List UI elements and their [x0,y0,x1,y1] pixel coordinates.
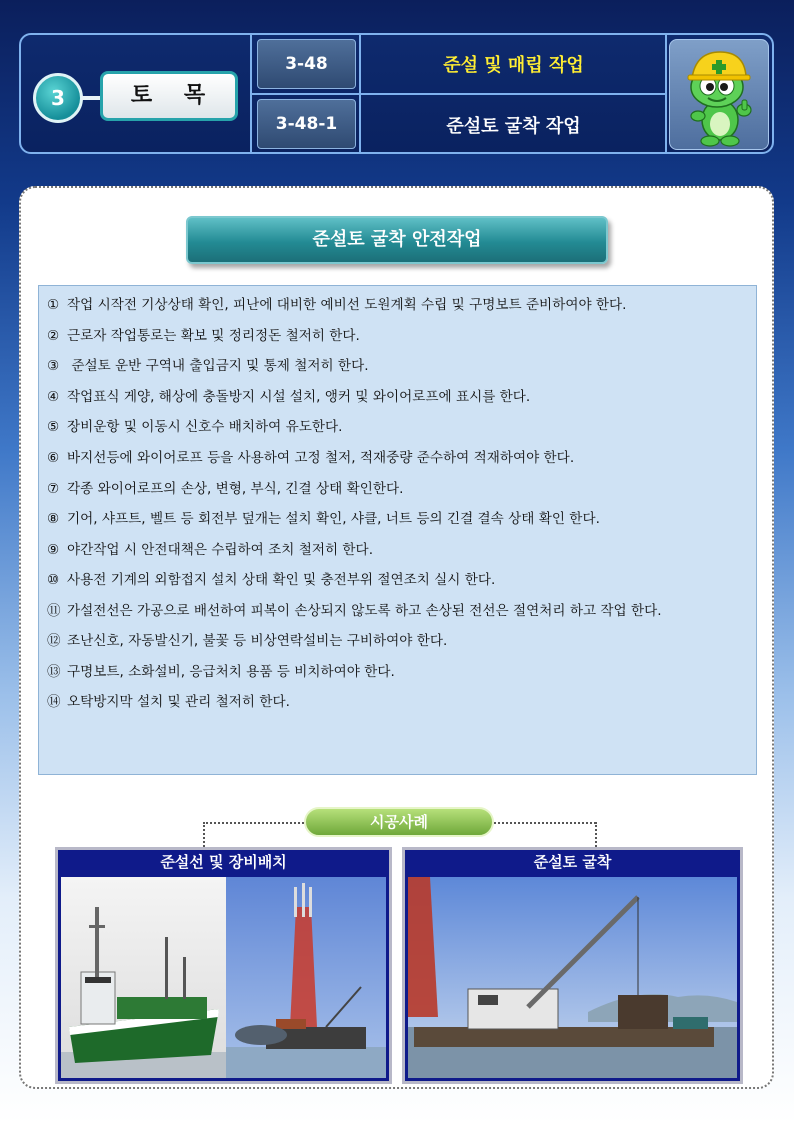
rule-number: ⑫ [47,632,61,649]
rule-number: ④ [47,388,60,405]
crane-barge-photo [408,877,737,1078]
list-item [47,662,750,682]
dotted-connector [595,822,597,847]
title-sub: 준설토 굴착 작업 [446,116,581,137]
list-item [47,509,750,529]
rule-text: 기어, 샤프트, 벨트 등 회전부 덮개는 설치 확인, 샤클, 너트 등의 긴결 결속 상태 확인 한다. [67,511,600,528]
rule-number: ⑦ [47,480,60,497]
dotted-connector [203,822,205,847]
safety-mascot-icon [670,40,768,149]
dotted-connector [494,822,596,824]
photo-panel-1 [55,847,392,1084]
dotted-connector [203,822,304,824]
rule-number: ⑥ [47,449,60,466]
rule-number: ⑬ [47,663,61,680]
list-item [47,356,750,376]
list-item [47,295,750,315]
section-title: 준설토 굴착 안전작업 [186,216,608,264]
rule-text: 오탁방지막 설치 및 관리 철저히 한다. [67,694,290,711]
rule-text: 각종 와이어로프의 손상, 변형, 부식, 긴결 상태 확인한다. [67,480,404,497]
list-item [47,326,750,346]
rule-number: ⑩ [47,572,60,589]
rule-number: ⑪ [47,602,61,619]
dredging-ship-image [61,877,386,1078]
rule-number: ⑨ [47,541,60,558]
rule-number: ② [47,327,60,344]
photo-caption: 준설토 굴착 [405,850,740,874]
list-item [47,417,750,437]
rule-number: ⑤ [47,419,60,436]
code-main: 3-48 [257,39,356,89]
rule-number: ⑭ [47,694,61,711]
crane-barge-image [408,877,737,1078]
header-divider [250,93,665,95]
rule-number: ⑧ [47,511,60,528]
list-item [47,570,750,590]
list-item [47,387,750,407]
rule-text: 사용전 기계의 외함접지 설치 상태 확인 및 충전부위 절연조치 실시 한다. [67,572,496,589]
mascot-panel [669,39,769,150]
rule-text: 준설토 운반 구역내 출입금지 및 통제 철저히 한다. [67,358,369,375]
rule-text: 근로자 작업통로는 확보 및 정리정돈 철저히 한다. [67,327,360,344]
chapter-number-badge: 3 [33,73,83,123]
list-item [47,601,750,621]
header-bar [19,33,774,154]
category-label: 토 목 [100,71,238,121]
code-sub: 3-48-1 [257,99,356,149]
rule-number: ③ [47,358,60,375]
rule-text: 바지선등에 와이어로프 등을 사용하여 고정 철저, 적재중량 준수하여 적재하여야 한다. [67,449,575,466]
photo-panel-2 [402,847,743,1084]
rule-text: 조난신호, 자동발신기, 불꽃 등 비상연락설비는 구비하여야 한다. [67,632,448,649]
dredging-ship-photo [61,877,386,1078]
photo-caption: 준설선 및 장비배치 [58,850,389,874]
rule-text: 장비운항 및 이동시 신호수 배치하여 유도한다. [67,419,343,436]
rule-text: 가설전선은 가공으로 배선하여 피복이 손상되지 않도록 하고 손상된 전선은 절연처리 하고 작업 한다. [67,602,662,619]
rule-text: 구명보트, 소화설비, 응급처치 용품 등 비치하여야 한다. [67,663,395,680]
title-main: 준설 및 매립 작업 [443,55,584,76]
cases-label: 시공사례 [304,807,494,837]
list-item [47,479,750,499]
list-item [47,540,750,560]
rule-number: ① [47,297,60,313]
safety-rules-list [38,285,757,775]
rule-text: 작업 시작전 기상상태 확인, 피난에 대비한 예비선 도원계획 수립 및 구명보트 준비하여야 한다. [67,297,627,313]
list-item [47,692,750,712]
content-panel [19,186,774,1089]
rule-text: 작업표식 게양, 해상에 충돌방지 시설 설치, 앵커 및 와이어로프에 표시를 한다. [67,388,531,405]
list-item [47,448,750,468]
list-item [47,631,750,651]
rule-text: 야간작업 시 안전대책은 수립하여 조치 철저히 한다. [67,541,374,558]
